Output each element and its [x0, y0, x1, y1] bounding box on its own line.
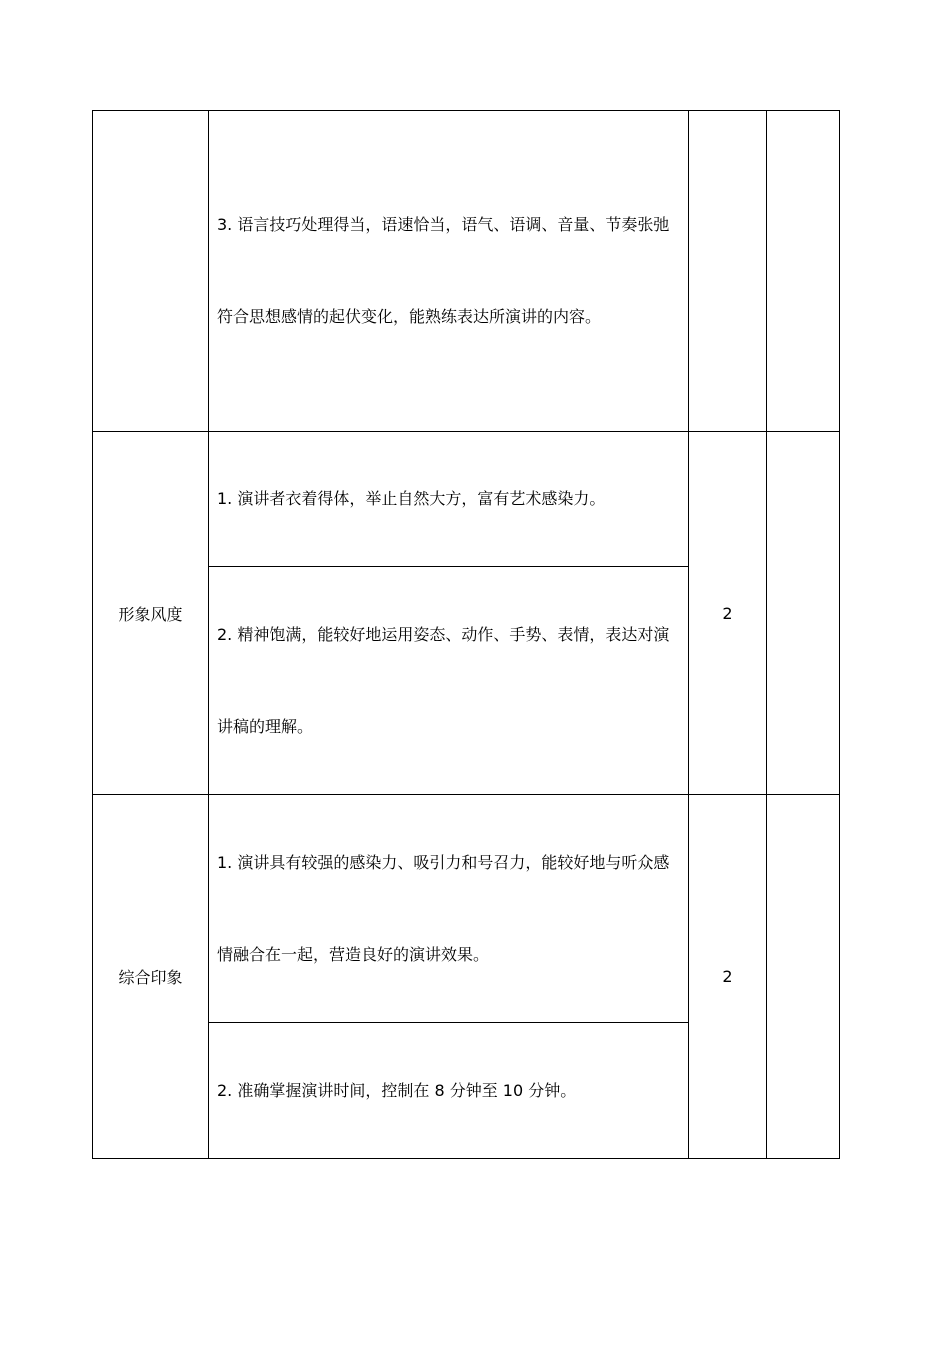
- category-cell: 形象风度: [93, 432, 209, 795]
- category-cell: 综合印象: [93, 795, 209, 1159]
- table-row: [93, 432, 840, 567]
- score-cell: [689, 111, 767, 432]
- criteria-cell: [209, 567, 689, 795]
- blank-cell: [767, 432, 840, 795]
- blank-cell: [767, 111, 840, 432]
- scoring-table: [92, 110, 840, 1159]
- table-row: [93, 795, 840, 1023]
- criteria-cell: [209, 1023, 689, 1159]
- criteria-text: 2. 准确掌握演讲时间，控制在 8 分钟至 10 分钟。: [217, 1080, 577, 1100]
- criteria-text: 1. 演讲具有较强的感染力、吸引力和号召力，能较好地与听众感情融合在一起，营造良好的演讲效果。: [217, 852, 670, 964]
- criteria-text: 3. 语言技巧处理得当，语速恰当，语气、语调、音量、节奏张弛符合思想感情的起伏变化，能熟练表达所演讲的内容。: [217, 215, 670, 326]
- criteria-text: 1. 演讲者衣着得体，举止自然大方，富有艺术感染力。: [217, 489, 606, 508]
- criteria-text: 2. 精神饱满，能较好地运用姿态、动作、手势、表情，表达对演讲稿的理解。: [217, 624, 670, 736]
- criteria-cell: [209, 111, 689, 432]
- criteria-cell: [209, 432, 689, 567]
- score-cell: 2: [689, 432, 767, 795]
- criteria-cell: [209, 795, 689, 1023]
- blank-cell: [767, 795, 840, 1159]
- score-cell: 2: [689, 795, 767, 1159]
- category-cell: [93, 111, 209, 432]
- table-row: [93, 111, 840, 432]
